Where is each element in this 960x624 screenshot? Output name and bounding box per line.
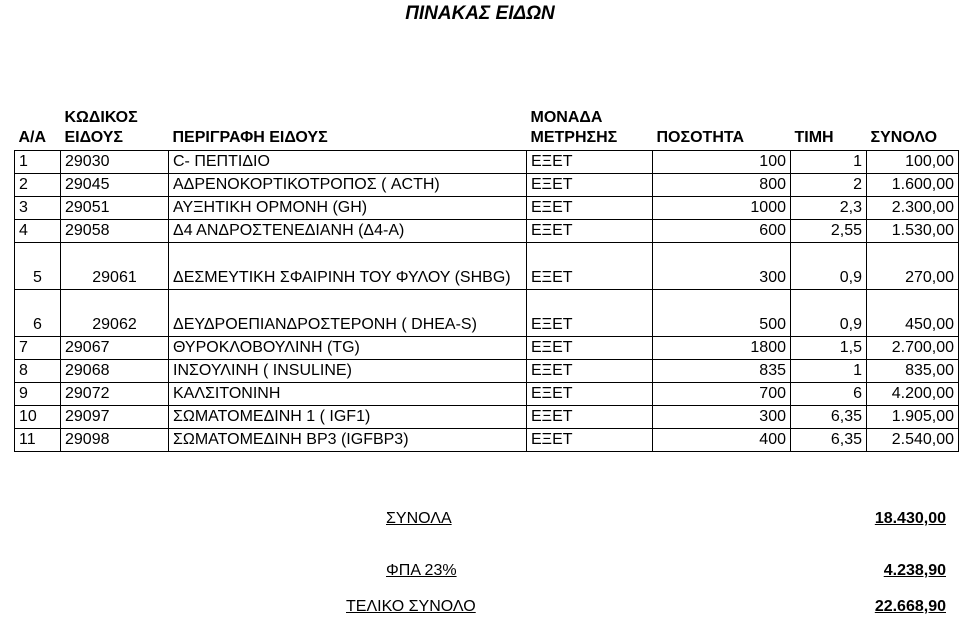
grand-total-value: 22.668,90: [874, 598, 946, 615]
cell-unit: ΕΞΕΤ: [527, 429, 653, 452]
sum-label: ΣΥΝΟΛΑ: [386, 510, 452, 527]
cell-quantity: 300: [653, 243, 791, 290]
cell-price: 1: [791, 151, 867, 174]
cell-total: 2.540,00: [867, 429, 959, 452]
cell-aa: 6: [15, 290, 61, 337]
cell-price: 2: [791, 174, 867, 197]
cell-aa: 7: [15, 337, 61, 360]
header-total: ΣΥΝΟΛΟ: [870, 129, 938, 146]
cell-aa: 11: [15, 429, 61, 452]
cell-quantity: 600: [653, 220, 791, 243]
cell-price: 2,3: [791, 197, 867, 220]
table-row: [15, 406, 959, 429]
header-description: ΠΕΡΙΓΡΑΦΗ ΕΙΔΟΥΣ: [172, 129, 328, 146]
cell-description: ΣΩΜΑΤΟΜΕΔΙΝΗ 1 ( IGF1): [169, 406, 527, 429]
cell-unit: ΕΞΕΤ: [527, 243, 653, 290]
cell-description: C- ΠΕΠΤΙΔΙΟ: [169, 151, 527, 174]
cell-aa: 3: [15, 197, 61, 220]
cell-aa: 8: [15, 360, 61, 383]
cell-aa: 9: [15, 383, 61, 406]
header-aa: Α/Α: [18, 129, 47, 146]
header-code: ΚΩΔΙΚΟΣ ΕΙΔΟΥΣ: [64, 109, 138, 146]
cell-code: 29068: [61, 360, 169, 383]
cell-total: 450,00: [867, 290, 959, 337]
page-title: ΠΙΝΑΚΑΣ ΕΙΔΩΝ: [405, 3, 555, 24]
cell-quantity: 400: [653, 429, 791, 452]
cell-total: 2.300,00: [867, 197, 959, 220]
cell-code: 29067: [61, 337, 169, 360]
cell-unit: ΕΞΕΤ: [527, 290, 653, 337]
table-row: [15, 174, 959, 197]
cell-description: ΣΩΜΑΤΟΜΕΔΙΝΗ BP3 (IGFBP3): [169, 429, 527, 452]
items-table: [14, 108, 959, 452]
cell-unit: ΕΞΕΤ: [527, 406, 653, 429]
cell-aa: 2: [15, 174, 61, 197]
cell-quantity: 500: [653, 290, 791, 337]
cell-description: ΚΑΛΣΙΤΟΝΙΝΗ: [169, 383, 527, 406]
cell-unit: ΕΞΕΤ: [527, 220, 653, 243]
table-row: [15, 337, 959, 360]
cell-description: Δ4 ΑΝΔΡΟΣΤΕΝΕΔΙΑΝΗ (Δ4-Α): [169, 220, 527, 243]
cell-price: 0,9: [791, 243, 867, 290]
header-unit: ΜΟΝΑΔΑ ΜΕΤΡΗΣΗΣ: [530, 109, 618, 146]
header-quantity: ΠΟΣΟΤΗΤΑ: [656, 129, 745, 146]
cell-code: 29097: [61, 406, 169, 429]
cell-aa: 4: [15, 220, 61, 243]
cell-quantity: 1000: [653, 197, 791, 220]
cell-price: 6: [791, 383, 867, 406]
cell-unit: ΕΞΕΤ: [527, 151, 653, 174]
table-row: [15, 360, 959, 383]
table-row: [15, 197, 959, 220]
cell-aa: 10: [15, 406, 61, 429]
cell-unit: ΕΞΕΤ: [527, 337, 653, 360]
cell-total: 835,00: [867, 360, 959, 383]
cell-price: 6,35: [791, 429, 867, 452]
cell-total: 1.905,00: [867, 406, 959, 429]
cell-code: 29030: [61, 151, 169, 174]
table-row: [15, 429, 959, 452]
vat-label: ΦΠΑ 23%: [386, 562, 457, 579]
cell-description: ΔΕΣΜΕΥΤΙΚΗ ΣΦΑΙΡΙΝΗ ΤΟΥ ΦΥΛΟΥ (SHBG): [169, 243, 527, 290]
cell-code: 29061: [61, 243, 169, 290]
cell-quantity: 1800: [653, 337, 791, 360]
cell-description: ΑΔΡΕΝΟΚΟΡΤΙΚΟΤΡΟΠΟΣ ( ACTH): [169, 174, 527, 197]
cell-code: 29045: [61, 174, 169, 197]
cell-aa: 1: [15, 151, 61, 174]
cell-price: 1: [791, 360, 867, 383]
cell-code: 29098: [61, 429, 169, 452]
cell-quantity: 100: [653, 151, 791, 174]
cell-quantity: 800: [653, 174, 791, 197]
cell-code: 29072: [61, 383, 169, 406]
cell-total: 100,00: [867, 151, 959, 174]
cell-total: 1.600,00: [867, 174, 959, 197]
grand-total-label: ΤΕΛΙΚΟ ΣΥΝΟΛΟ: [346, 598, 476, 615]
cell-unit: ΕΞΕΤ: [527, 360, 653, 383]
cell-price: 6,35: [791, 406, 867, 429]
cell-total: 2.700,00: [867, 337, 959, 360]
header-price: ΤΙΜΗ: [794, 129, 834, 146]
cell-unit: ΕΞΕΤ: [527, 197, 653, 220]
cell-total: 4.200,00: [867, 383, 959, 406]
cell-quantity: 700: [653, 383, 791, 406]
cell-description: ΑΥΞΗΤΙΚΗ ΟΡΜΟΝΗ (GH): [169, 197, 527, 220]
cell-total: 1.530,00: [867, 220, 959, 243]
cell-description: ΔΕΥΔΡΟΕΠΙΑΝΔΡΟΣΤΕΡΟΝΗ ( DHEA-S): [169, 290, 527, 337]
table-row: [15, 220, 959, 243]
table-row: [15, 290, 959, 337]
cell-code: 29051: [61, 197, 169, 220]
table-row: [15, 151, 959, 174]
cell-code: 29062: [61, 290, 169, 337]
cell-aa: 5: [15, 243, 61, 290]
cell-quantity: 835: [653, 360, 791, 383]
cell-unit: ΕΞΕΤ: [527, 383, 653, 406]
cell-price: 2,55: [791, 220, 867, 243]
cell-price: 1,5: [791, 337, 867, 360]
cell-total: 270,00: [867, 243, 959, 290]
cell-description: ΙΝΣΟΥΛΙΝΗ ( INSULINE): [169, 360, 527, 383]
table-row: [15, 243, 959, 290]
cell-price: 0,9: [791, 290, 867, 337]
cell-quantity: 300: [653, 406, 791, 429]
table-header-row: [15, 108, 959, 151]
cell-description: ΘΥΡΟΚΛΟΒΟΥΛΙΝΗ (TG): [169, 337, 527, 360]
sum-value: 18.430,00: [874, 510, 946, 527]
cell-unit: ΕΞΕΤ: [527, 174, 653, 197]
cell-code: 29058: [61, 220, 169, 243]
table-row: [15, 383, 959, 406]
vat-value: 4.238,90: [883, 562, 946, 579]
